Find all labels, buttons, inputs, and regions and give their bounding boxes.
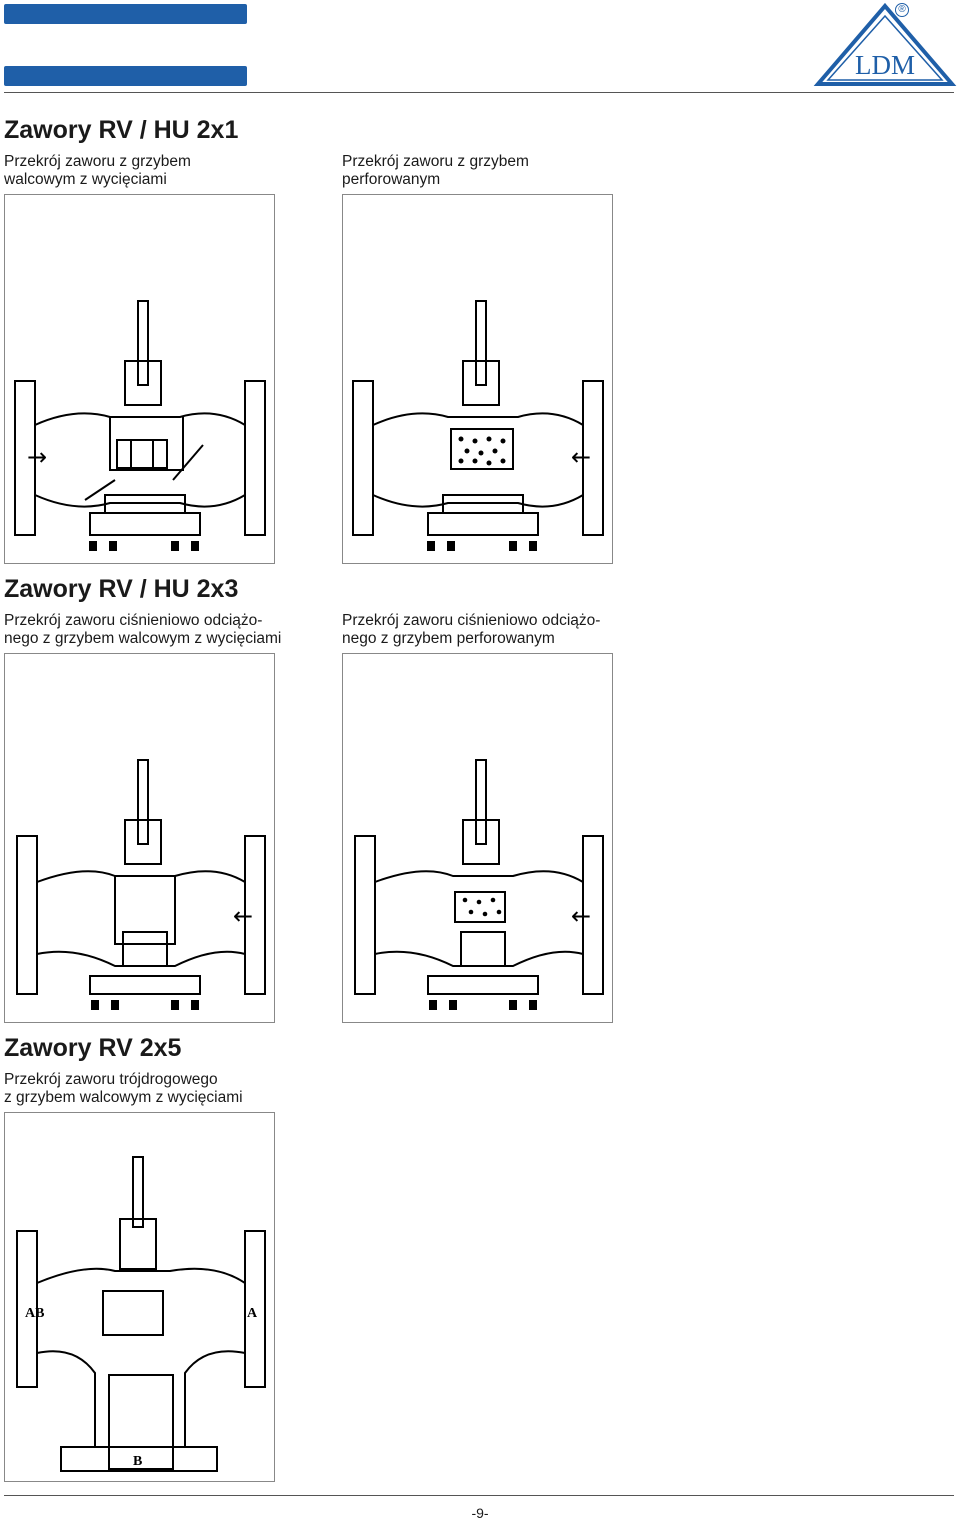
port-label-ab: AB — [25, 1306, 45, 1321]
valve-drawing-three-way — [5, 1113, 276, 1483]
valve-drawing-balanced-cylindrical — [5, 654, 276, 1024]
section-title-2x3: Zawory RV / HU 2x3 — [4, 575, 239, 603]
caption-2x1-right: Przekrój zaworu z grzybem perforowanym — [342, 153, 529, 188]
caption-2x3-left: Przekrój zaworu ciśnieniowo odciążo- nego z grzybem walcowym z wycięciami — [4, 612, 282, 647]
valve-drawing-perforated — [343, 195, 614, 565]
registered-mark: ® — [895, 3, 909, 17]
drawing-frame-2x1-right — [342, 194, 613, 564]
footer-divider — [4, 1495, 954, 1496]
drawing-frame-2x1-left — [4, 194, 275, 564]
valve-drawing-balanced-perforated — [343, 654, 614, 1024]
drawing-frame-2x5 — [4, 1112, 275, 1482]
header-bar-top — [4, 4, 247, 24]
flow-arrow: ← — [233, 902, 254, 930]
drawing-frame-2x3-left — [4, 653, 275, 1023]
flow-arrow: ← — [571, 443, 592, 471]
logo-text: LDM — [855, 50, 915, 80]
port-label-b: B — [133, 1454, 143, 1469]
flow-arrow: ← — [571, 902, 592, 930]
port-label-a: A — [247, 1306, 258, 1321]
section-title-2x5: Zawory RV 2x5 — [4, 1034, 182, 1062]
ldm-logo — [812, 2, 958, 90]
section-title-2x1: Zawory RV / HU 2x1 — [4, 116, 239, 144]
page-number: -9- — [471, 1505, 489, 1521]
caption-2x5: Przekrój zaworu trójdrogowego z grzybem walcowym z wycięciami — [4, 1071, 243, 1106]
caption-2x1-left: Przekrój zaworu z grzybem walcowym z wycięciami — [4, 153, 191, 188]
header-bar-bottom — [4, 66, 247, 86]
header-divider — [4, 92, 954, 93]
valve-drawing-cylindrical — [5, 195, 276, 565]
drawing-frame-2x3-right — [342, 653, 613, 1023]
caption-2x3-right: Przekrój zaworu ciśnieniowo odciążo- nego z grzybem perforowanym — [342, 612, 601, 647]
flow-arrow: → — [27, 443, 48, 471]
